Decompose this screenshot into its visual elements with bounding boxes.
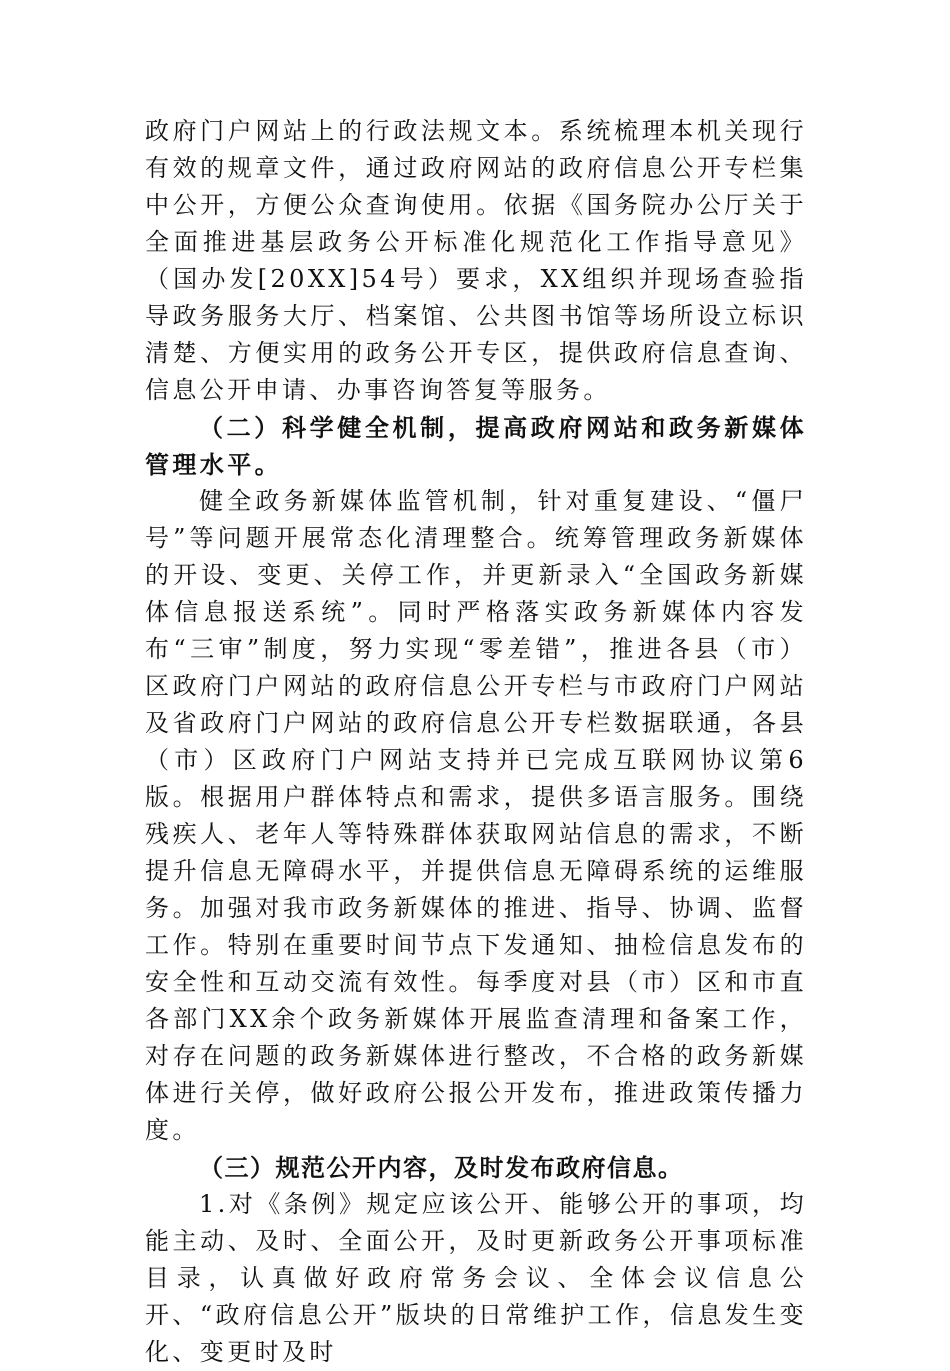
document-body [145,113,807,1371]
section-heading-2: （二）科学健全机制，提高政府网站和政务新媒体管理水平。 [145,413,807,479]
body-paragraph-3: 1.对《条例》规定应该公开、能够公开的事项，均能主动、及时、全面公开，及时更新政务公开事项标准目录，认真做好政府常务会议、全体会议信息公开、“政府信息公开”版块的日常维护工作，信息发生变化、变更时及时 [145,1190,807,1366]
section-heading-3: （三）规范公开内容，及时发布政府信息。 [199,1153,684,1182]
body-paragraph-1: 政府门户网站上的行政法规文本。系统梳理本机关现行有效的规章文件，通过政府网站的政府信息公开专栏集中公开，方便公众查询使用。依据《国务院办公厅关于全面推进基层政务公开标准化规范化工作指导意见》（国办发[20XX]54号）要求，XX组织并现场查验指导政务服务大厅、档案馆、公共图书馆等场所设立标识清楚、方便实用的政务公开专区，提供政府信息查询、信息公开申请、办事咨询答复等服务。 [145,117,807,404]
body-paragraph-2: 健全政务新媒体监管机制，针对重复建设、“僵尸号”等问题开展常态化清理整合。统筹管理政务新媒体的开设、变更、关停工作，并更新录入“全国政务新媒体信息报送系统”。同时严格落实政务新媒体内容发布“三审”制度，努力实现“零差错”，推进各县（市）区政府门户网站的政府信息公开专栏与市政府门户网站及省政府门户网站的政府信息公开专栏数据联通，各县（市）区政府门户网站支持并已完成互联网协议第6版。根据用户群体特点和需求，提供多语言服务。围绕残疾人、老年人等特殊群体获取网站信息的需求，不断提升信息无障碍水平，并提供信息无障碍系统的运维服务。加强对我市政务新媒体的推进、指导、协调、监督工作。特别在重要时间节点下发通知、抽检信息发布的安全性和互动交流有效性。每季度对县（市）区和市直各部门XX余个政务新媒体开展监查清理和备案工作，对存在问题的政务新媒体进行整改，不合格的政务新媒体进行关停，做好政府公报公开发布，推进政策传播力度。 [145,487,807,1144]
